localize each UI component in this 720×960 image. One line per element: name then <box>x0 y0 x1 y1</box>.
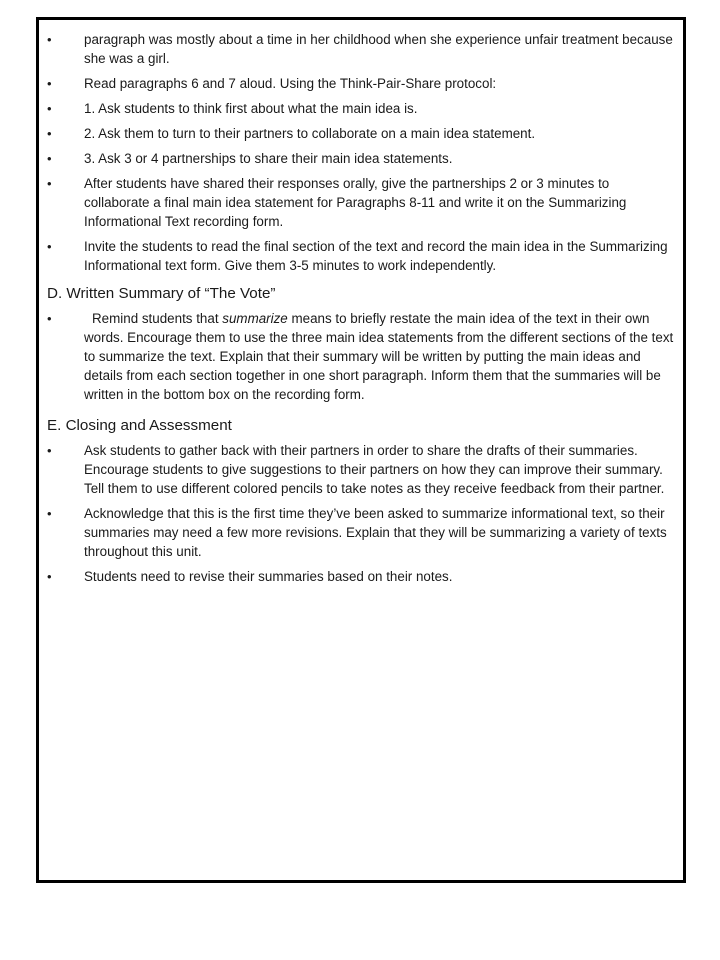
list-item <box>39 441 683 498</box>
section-e-heading: E. Closing and Assessment <box>47 417 232 434</box>
list-item <box>39 99 683 118</box>
list-item-text: Acknowledge that this is the first time they’ve been asked to summarize informational text, so their summaries may need a few more revisions. Explain that they will be summarizing a variety of texts throughout this unit. <box>84 506 667 559</box>
section-d-heading: D. Written Summary of “The Vote” <box>47 285 276 302</box>
section-e-bullet-list <box>39 441 683 586</box>
list-item <box>39 30 683 68</box>
list-item-text: 1. Ask students to think first about what the main idea is. <box>84 101 418 116</box>
list-item-text: Ask students to gather back with their partners in order to share the drafts of their summaries. Encourage students to give suggestions to their partners on how they can improve their summary. Tell them to use different colored pencils to take notes as they receive feedback from their partner. <box>84 443 665 496</box>
list-item-text: means to briefly restate the main idea of the text in their own words. Encourage them to use the three main idea statements from the different sections of the text to summarize the text. Explain that their summary will be written by putting the main ideas and details from each section together in one short paragraph. Inform them that the summaries will be written in the bottom box on the recording form. <box>84 311 674 402</box>
list-item <box>39 149 683 168</box>
page-frame <box>36 17 686 883</box>
bullet-icon: • <box>47 569 52 584</box>
page-content <box>39 30 683 592</box>
bullet-icon: • <box>47 239 52 254</box>
list-item-text: 2. Ask them to turn to their partners to collaborate on a main idea statement. <box>84 126 536 141</box>
bullet-icon: • <box>47 126 52 141</box>
list-item-text: Students need to revise their summaries based on their notes. <box>84 569 453 584</box>
list-item-text: paragraph was mostly about a time in her childhood when she experience unfair treatment because she was a girl. <box>84 32 673 66</box>
list-item <box>39 309 683 404</box>
list-item-text: Invite the students to read the final section of the text and record the main idea in the Summarizing Informational text form. Give them 3-5 minutes to work independently. <box>84 239 668 273</box>
list-item-text: Read paragraphs 6 and 7 aloud. Using the Think-Pair-Share protocol: <box>84 76 497 91</box>
bullet-icon: • <box>47 151 52 166</box>
list-item <box>39 174 683 231</box>
list-item <box>39 124 683 143</box>
list-item <box>39 74 683 93</box>
list-item <box>39 567 683 586</box>
list-item-text: 3. Ask 3 or 4 partnerships to share their main idea statements. <box>84 151 453 166</box>
intro-bullet-list <box>39 30 683 275</box>
bullet-icon: • <box>47 32 52 47</box>
list-item <box>39 237 683 275</box>
bullet-icon: • <box>47 76 52 91</box>
bullet-icon: • <box>47 506 52 521</box>
list-item <box>39 504 683 561</box>
bullet-icon: • <box>47 443 52 458</box>
emphasized-term: summarize <box>222 311 288 326</box>
list-item-text: After students have shared their responses orally, give the partnerships 2 or 3 minutes to collaborate a final main idea statement for Paragraphs 8-11 and write it on the Summarizing Informational Text recording form. <box>84 176 627 229</box>
bullet-icon: • <box>47 101 52 116</box>
list-item-text: Remind students that <box>92 311 223 326</box>
bullet-icon: • <box>47 176 52 191</box>
bullet-icon: • <box>47 311 52 326</box>
section-d-bullet-list <box>39 309 683 404</box>
